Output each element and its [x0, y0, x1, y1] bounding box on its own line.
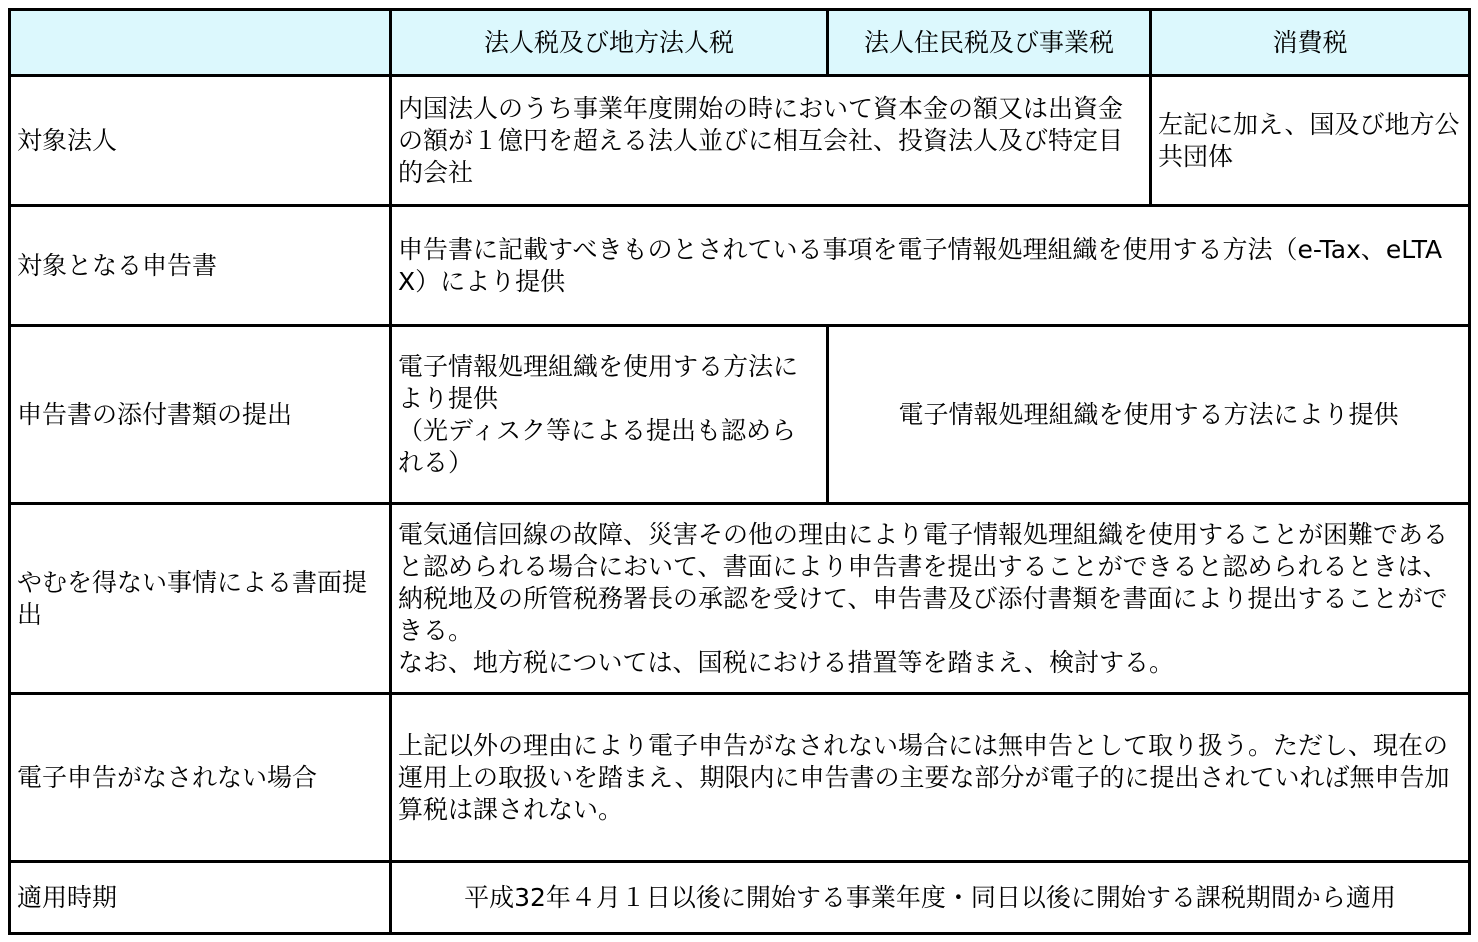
target-corporation-consumption-text: 左記に加え、国及び地方公共団体 — [1151, 76, 1470, 206]
not-filed-text: 上記以外の理由により電子申告がなされない場合には無申告として取り扱う。ただし、現在の運用上の取扱いを踏まえ、期限内に申告書の主要な部分が電子的に提出されていれば無申告加算税は課されない。 — [391, 694, 1470, 862]
label-unavoidable-circumstances: やむを得ない事情による書面提出 — [10, 504, 391, 694]
e-filing-comparison-table — [8, 8, 1471, 935]
row-attachments — [10, 326, 1470, 504]
unavoidable-paragraph-2: なお、地方税については、国税における措置等を踏まえ、検討する。 — [398, 647, 1175, 677]
row-unavoidable-circumstances — [10, 504, 1470, 694]
label-target-corporation: 対象法人 — [10, 76, 391, 206]
header-resident-business-tax: 法人住民税及び事業税 — [828, 10, 1151, 76]
header-corporate-tax: 法人税及び地方法人税 — [391, 10, 828, 76]
comparison-table-wrapper — [8, 8, 1471, 935]
unavoidable-cell — [391, 504, 1470, 694]
header-consumption-tax: 消費税 — [1151, 10, 1470, 76]
label-not-filed: 電子申告がなされない場合 — [10, 694, 391, 862]
unavoidable-paragraph-1: 電気通信回線の故障、災害その他の理由により電子情報処理組織を使用することが困難であると認められる場合において、書面により申告書を提出することができると認められるときは、納税地及の所管税務署長の承認を受けて、申告書及び添付書類を書面により提出することができる。 — [398, 519, 1449, 645]
label-target-return: 対象となる申告書 — [10, 206, 391, 326]
attachments-others-text: 電子情報処理組織を使用する方法により提供 — [828, 326, 1470, 504]
target-corporation-text: 内国法人のうち事業年度開始の時において資本金の額又は出資金の額が１億円を超える法人並びに相互会社、投資法人及び特定目的会社 — [391, 76, 1151, 206]
attachments-corporate-cell — [391, 326, 828, 504]
effective-date-text: 平成32年４月１日以後に開始する事業年度・同日以後に開始する課税期間から適用 — [391, 862, 1470, 934]
row-effective-date — [10, 862, 1470, 934]
row-not-filed — [10, 694, 1470, 862]
row-target-corporation — [10, 76, 1470, 206]
row-target-return — [10, 206, 1470, 326]
target-return-text: 申告書に記載すべきものとされている事項を電子情報処理組織を使用する方法（e-Tax、eLTAX）により提供 — [391, 206, 1470, 326]
header-corner-cell — [10, 10, 391, 76]
attachments-corporate-line2: （光ディスク等による提出も認められる） — [398, 415, 797, 477]
label-attachments: 申告書の添付書類の提出 — [10, 326, 391, 504]
label-effective-date: 適用時期 — [10, 862, 391, 934]
header-row — [10, 10, 1470, 76]
attachments-corporate-line1: 電子情報処理組織を使用する方法により提供 — [398, 351, 799, 413]
